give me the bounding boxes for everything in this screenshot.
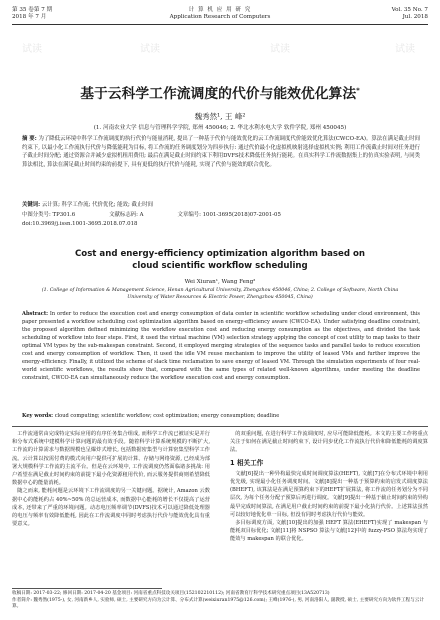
authors-en: Wei Xiuran¹, Wang Feng²: [184, 279, 256, 285]
authors-cn: 魏秀然¹, 王 峰²: [194, 112, 246, 121]
section-heading: 1 相关工作: [230, 458, 264, 467]
watermark: 试读: [22, 44, 42, 55]
body-column-right: [230, 430, 428, 544]
journal-volume-en: Vol. 35 No. 7 Jul. 2018: [391, 7, 428, 20]
abstract-en: Abstract: In order to reduce the execution cost and energy consumption of data center in scientific workflow scheduling under cloud environment, this paper presented a workflow scheduling cost optimization algorithm based on energy-efficiency aware (CWCO-EA). Under satisfying deadline constraint, the proposed algorithm defined minimizing the workflow execution cost and reducing energy consumption as the objectives, and divided the task scheduling of workflow into four steps. First, it used the virtual machine (VM) selection strategy applying the concept of cost utility to map tasks to their optimal VM types by the sub-makespan constraint. Second, it employed merging strategies of the sequence tasks and parallel tasks to reduce execution cost and energy consumption of workflow. Then, it used the idle VM reuse mechanism to improve the utility of leased VMs and further improve the energy-efficiency. Finally, it utilized the scheme of slack time reclamation to save energy of leased VM. Through the simulation experiments of four real-world scientific workflows, the results show that, compared with the same types of related well-known algorithms, under meeting the deadline constraint, CWCO-EA can simultaneously reduce the workflow execution cost and energy consumption.: [22, 311, 420, 381]
header-rule: [12, 24, 428, 25]
footnote: 收稿日期: 2017-03-22; 修回日期: 2017-04-20 基金项目: 河南省重点科技攻关项目(152102210112); 河南省教育厅科学技术研究重点项目(13A520713) 作者简介: 魏秀然(1975-), 女, 河南新乡人, 实验师, 硕士, 主要研究方向为云计算、分布式计算(weixiuran1975@126.com); 王峰(1976-), 男, 河南洛阳人, 副教授, 硕士, 主要研究方向为软件工程与云计算。: [12, 591, 424, 610]
watermark: 试读: [140, 44, 160, 55]
keywords-en: Key words: cloud computing; scientific workflow; cost optimization; energy consumption; deadline: [22, 413, 280, 419]
watermark: 试读: [395, 44, 415, 55]
affiliation-en: (1. College of Information & Management Science, Henan Agricultural University, Zhengzhou 450046, China; 2. College of Software, North China University of Water Resources & Electric Power, Zhengzhou 450045, China): [41, 288, 399, 300]
keywords-cn: 关键词: 云计算; 科学工作流; 代价优化; 能效; 截止时间: [22, 202, 154, 208]
footnote-rule: [12, 588, 162, 589]
section-rule: [12, 426, 428, 427]
affiliation-cn: (1. 河南农业大学 信息与管理科学学院, 郑州 450046; 2. 华北水利水电大学 软件学院, 郑州 450045): [93, 125, 347, 131]
paragraph: 随之而来, 能耗问题是云环境下工作流调度的另一关键问题。据统计, Amazon 云数据中心的能耗约占 40%~50% 的总运营成本, 而数据中心能耗的增长不仅提高了运营成本, 还带来了严重的环境问题。动态电压频率调节(DVFS)技术可以通过降低处理器的电压与频率有效降低能耗, 因此在工作流调度中同时考虑执行代价与能效优化具有重要意义。: [12, 488, 210, 528]
paper-title-cn: 基于云科学工作流调度的代价与能效优化算法*: [80, 86, 360, 102]
paper-title-en: Cost and energy-efficiency optimization algorithm based on cloud scientific workflow scheduling: [74, 249, 365, 271]
paragraph: 文献[6]提出一种异构最快完成时间调度算法(HEFT), 文献[7]在分布式环境中利用优先级, 实现最小化任务调度时间。文献[8]提出一种基于预算约束的启发式调度算法(BHEFT), 该算法是在满足预算约束下的HEFT扩展算法, 将工作流的任务划分为不同层次, 为每个任务分配子预算后再进行调度。文献[9]提出一种基于截止时间约束的异构最早完成时间算法, 在满足用户截止时间约束的前提下最小化执行代价。上述算法虽然可以较好地优化单一目标, 但没有同时考虑执行代价与能效。: [230, 470, 428, 518]
paragraph: 多目标调度方面, 文献[10]提出的加强 HEFT 算法(EHEFT)实现了 makespan 与能耗双目标优化; 文献[11]将 NSPSO 算法与文献[12]中的 fuzzy-PSO 算法均实现了能效与 makespan 的联合优化。: [230, 520, 428, 543]
body-column-left: [12, 430, 210, 528]
abstract-cn: 摘 要: 为了降低云环境中科学工作流调度的执行代价与能量消耗, 提出了一种基于代价与能效优化的云工作流调度代价能效优化算法(CWCO-EA)。算法在满足截止时间约束下, 以最小化工作流执行代价与降低能耗为目标, 将工作流的任务调度划分为四步执行: 通过代价最小化虚拟机映射选择虚拟机实例; 利用工作流截止时间对任务进行子截止时间分配; 通过资源合并减少虚拟机租用费用; 最后在满足截止时间约束下利用DVFS技术降低任务执行能耗。在真实科学工作流数据集上的仿真实验表明, 与同类算法相比, 算法在满足截止时间约束的前提下, 具有更低的执行代价与能耗, 实现了代价与能效的联合优化。: [22, 136, 420, 168]
journal-volume: 第 35 卷第 7 期 2018 年 7 月: [12, 7, 53, 20]
doi: doi:10.3969/j.issn.1001-3695.2018.07.018: [22, 221, 138, 227]
classification-row: 中图分类号: TP301.6 文献标志码: A 文章编号: 1001-3695(2018)07-2001-05: [22, 212, 281, 218]
watermark: 试读: [270, 44, 290, 55]
paragraph: 的双重问题, 在进行科学工作流调度时, 应尽可能降低能耗。本文的主要工作将重点关注于如何在满足截止时间约束下, 设计同步优化工作流执行代价和降低能耗的调度算法。: [230, 431, 428, 454]
journal-name: 计 算 机 应 用 研 究 Application Research of Computers: [169, 7, 271, 20]
paragraph: 工作流通常由完成特定实际应用的有序任务集合组成, 而科学工作流已被证实是并行和分布式系统中建模科学计算问题的最有效手段。随着科学计算系统规模的不断扩大, 工作流的计算需求与数据规模也呈爆炸式增长, 包括数据密集型与计算密集型科学工作流。云计算以按需付费的模式向用户提供可扩展的计算、存储与网络资源, 已经成为部署大规模科学工作流的主流平台。但是在云环境中, 工作流调度仍然面临诸多挑战: 用户希望在满足截止时间约束的前提下最小化资源租用代价, 而云服务提供商则希望降低数据中心的能量消耗。: [12, 431, 210, 487]
